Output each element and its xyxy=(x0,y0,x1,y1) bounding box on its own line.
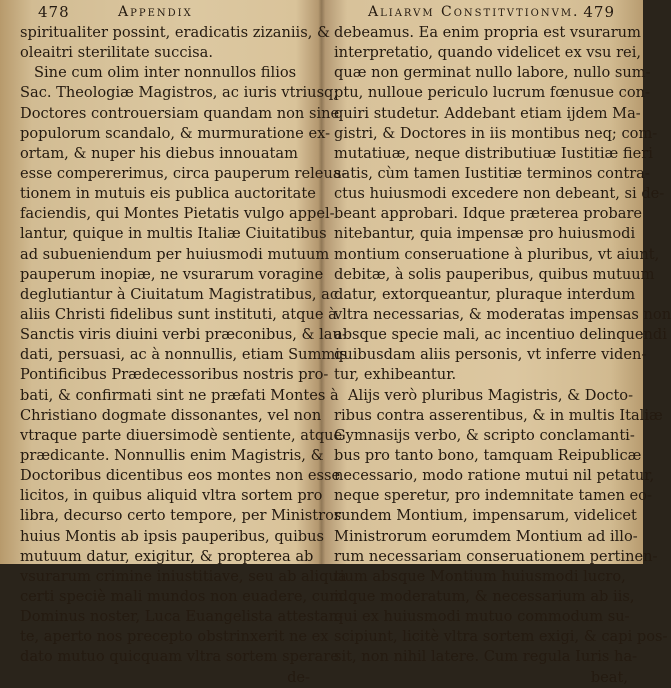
text-line: qui ex huiusmodi mutuo commodum su- xyxy=(334,608,630,626)
text-line: Alijs verò pluribus Magistris, & Docto- xyxy=(348,386,634,404)
text-line: pauperum inopiæ, ne vsurarum voragine xyxy=(20,265,324,283)
text-line: lantur, quique in multis Italiæ Ciuitatibus xyxy=(20,225,327,243)
text-line: rum necessariam conseruationem pertinen- xyxy=(334,547,658,565)
text-line: dato mutuo quicquam vltra sortem sperare xyxy=(20,648,339,666)
text-line: Doctoribus dicentibus eos montes non esse xyxy=(20,467,341,485)
text-line: montium conseruatione à pluribus, vt aiunt, xyxy=(334,245,660,263)
text-line: bus pro tanto bono, tamquam Reipublicæ xyxy=(334,446,642,464)
text-line: quibusdam aliis personis, vt inferre viden- xyxy=(334,346,647,364)
text-line: libra, decurso certo tempore, per Ministros xyxy=(20,507,342,525)
text-line: debitæ, à solis pauperibus, quibus mutuum xyxy=(334,265,655,283)
text-line: ptu, nulloue periculo lucrum fœnusue con- xyxy=(334,84,650,102)
text-line: aliis Christi fidelibus sunt instituti, atque à xyxy=(20,305,337,323)
right-text-block xyxy=(334,23,671,688)
text-line: quæ non germinat nullo labore, nullo sum- xyxy=(334,64,651,82)
text-line: populorum scandalo, & murmuratione ex- xyxy=(20,124,331,142)
text-line: mutuum datur, exigitur, & propterea ab xyxy=(20,547,314,565)
text-line: deglutiantur à Ciuitatum Magistratibus, ac xyxy=(20,285,339,303)
text-line: neque speretur, pro indemnitate tamen eo- xyxy=(334,487,652,505)
text-line: tium absque Montium huiusmodi lucro, xyxy=(334,567,626,585)
text-line: mutatiuæ, neque distributiuæ Iustitiæ fieri xyxy=(334,144,653,162)
text-line: ctus huiusmodi excedere non debeant, si de- xyxy=(334,185,665,203)
text-line: rundem Montium, impensarum, videlicet xyxy=(334,507,637,525)
text-line: satis, cùm tamen Iustitiæ terminos contra- xyxy=(334,164,650,182)
text-line: Sanctis viris diuini verbi præconibus, & lau- xyxy=(20,326,347,344)
text-line: certi speciè mali mundos non euadere, cum xyxy=(20,587,344,605)
right-page-number: 479 xyxy=(583,3,615,21)
text-line: necessario, modo ratione mutui nil petatur, xyxy=(334,467,655,485)
text-line: idque moderatum, & necessarium ab iis, xyxy=(334,587,635,605)
text-line: tionem in mutuis eis publica auctoritate xyxy=(20,185,316,203)
text-line: Pontificibus Prædecessoribus nostris pro- xyxy=(20,366,329,384)
text-line: te, aperto nos precepto obstrinxerit ne ex xyxy=(20,628,329,646)
text-line: prædicante. Nonnullis enim Magistris, & xyxy=(20,446,324,464)
text-line: ortam, & nuper his diebus innouatam xyxy=(20,144,298,162)
right-running-title: Aliarvm Constitvtionvm. xyxy=(368,4,580,20)
text-line: Gymnasijs verbo, & scripto conclamanti- xyxy=(334,426,635,444)
text-line: bati, & confirmati sint ne præfati Montes à xyxy=(20,386,339,404)
text-line: Sac. Theologiæ Magistros, ac iuris vtriusq; xyxy=(20,84,339,102)
text-line: datur, extorqueantur, pluraque interdum xyxy=(334,285,636,303)
text-line: Dominus noster, Luca Euangelista attestan- xyxy=(20,608,343,626)
text-line: tur, exhibeantur. xyxy=(334,366,457,384)
text-line: oleaitri sterilitate succisa. xyxy=(20,44,214,62)
text-line: scipiunt, licitè vltra sortem exigi, & capi pos- xyxy=(334,628,668,646)
text-line: faciendis, qui Montes Pietatis vulgo appel- xyxy=(20,205,335,223)
text-line: vltra necessarias, & moderatas impensas non xyxy=(334,305,671,323)
text-line: absque specie mali, ac incentiuo delinquendi xyxy=(334,326,667,344)
text-line: debeamus. Ea enim propria est vsurarum xyxy=(334,24,641,41)
text-line: Doctores controuersiam quandam non sine xyxy=(20,104,340,122)
right-page xyxy=(322,0,671,686)
left-text-block xyxy=(20,23,348,688)
text-line: beant approbari. Idque præterea probare xyxy=(334,205,643,223)
text-line: Ministrorum eorumdem Montium ad illo- xyxy=(334,527,638,545)
text-line: spiritualiter possint, eradicatis zizaniis, & xyxy=(20,24,330,41)
text-line: dati, persuasi, ac à nonnullis, etiam Summis xyxy=(20,346,348,364)
text-line: huius Montis ab ipsis pauperibus, quibus xyxy=(20,527,324,545)
text-line: vsurarum crimine iniustitiave, seu ab aliqua xyxy=(20,567,347,585)
left-running-head xyxy=(0,3,322,23)
text-line: interpretatio, quando videlicet ex vsu rei, xyxy=(334,44,642,62)
text-line: vtraque parte diuersimodè sentiente, atque xyxy=(20,426,343,444)
right-running-head xyxy=(322,3,643,23)
text-line: esse compererimus, circa pauperum releua- xyxy=(20,164,347,182)
text-line: nitebantur, quia impensæ pro huiusmodi xyxy=(334,225,636,243)
text-line: Christiano dogmate dissonantes, vel non xyxy=(20,406,322,424)
left-page-number: 478 xyxy=(38,3,70,21)
text-line: sit, non nihil latere. Cum regula Iuris ha- xyxy=(334,648,638,666)
text-line: licitos, in quibus aliquid vltra sortem pro xyxy=(20,487,323,505)
text-line: ribus contra asserentibus, & in multis Italiæ xyxy=(334,406,663,424)
text-line: de- xyxy=(287,668,310,686)
left-running-title: Appendix xyxy=(118,4,193,20)
text-line: ad subueniendum per huiusmodi mutuum xyxy=(20,245,330,263)
text-line: Sine cum olim inter nonnullos filios xyxy=(34,64,297,82)
text-line: gistri, & Doctores in iis montibus neq; com- xyxy=(334,124,658,142)
text-line: quiri studetur. Addebant etiam ijdem Ma- xyxy=(334,104,641,122)
text-line: beat, xyxy=(590,668,628,686)
